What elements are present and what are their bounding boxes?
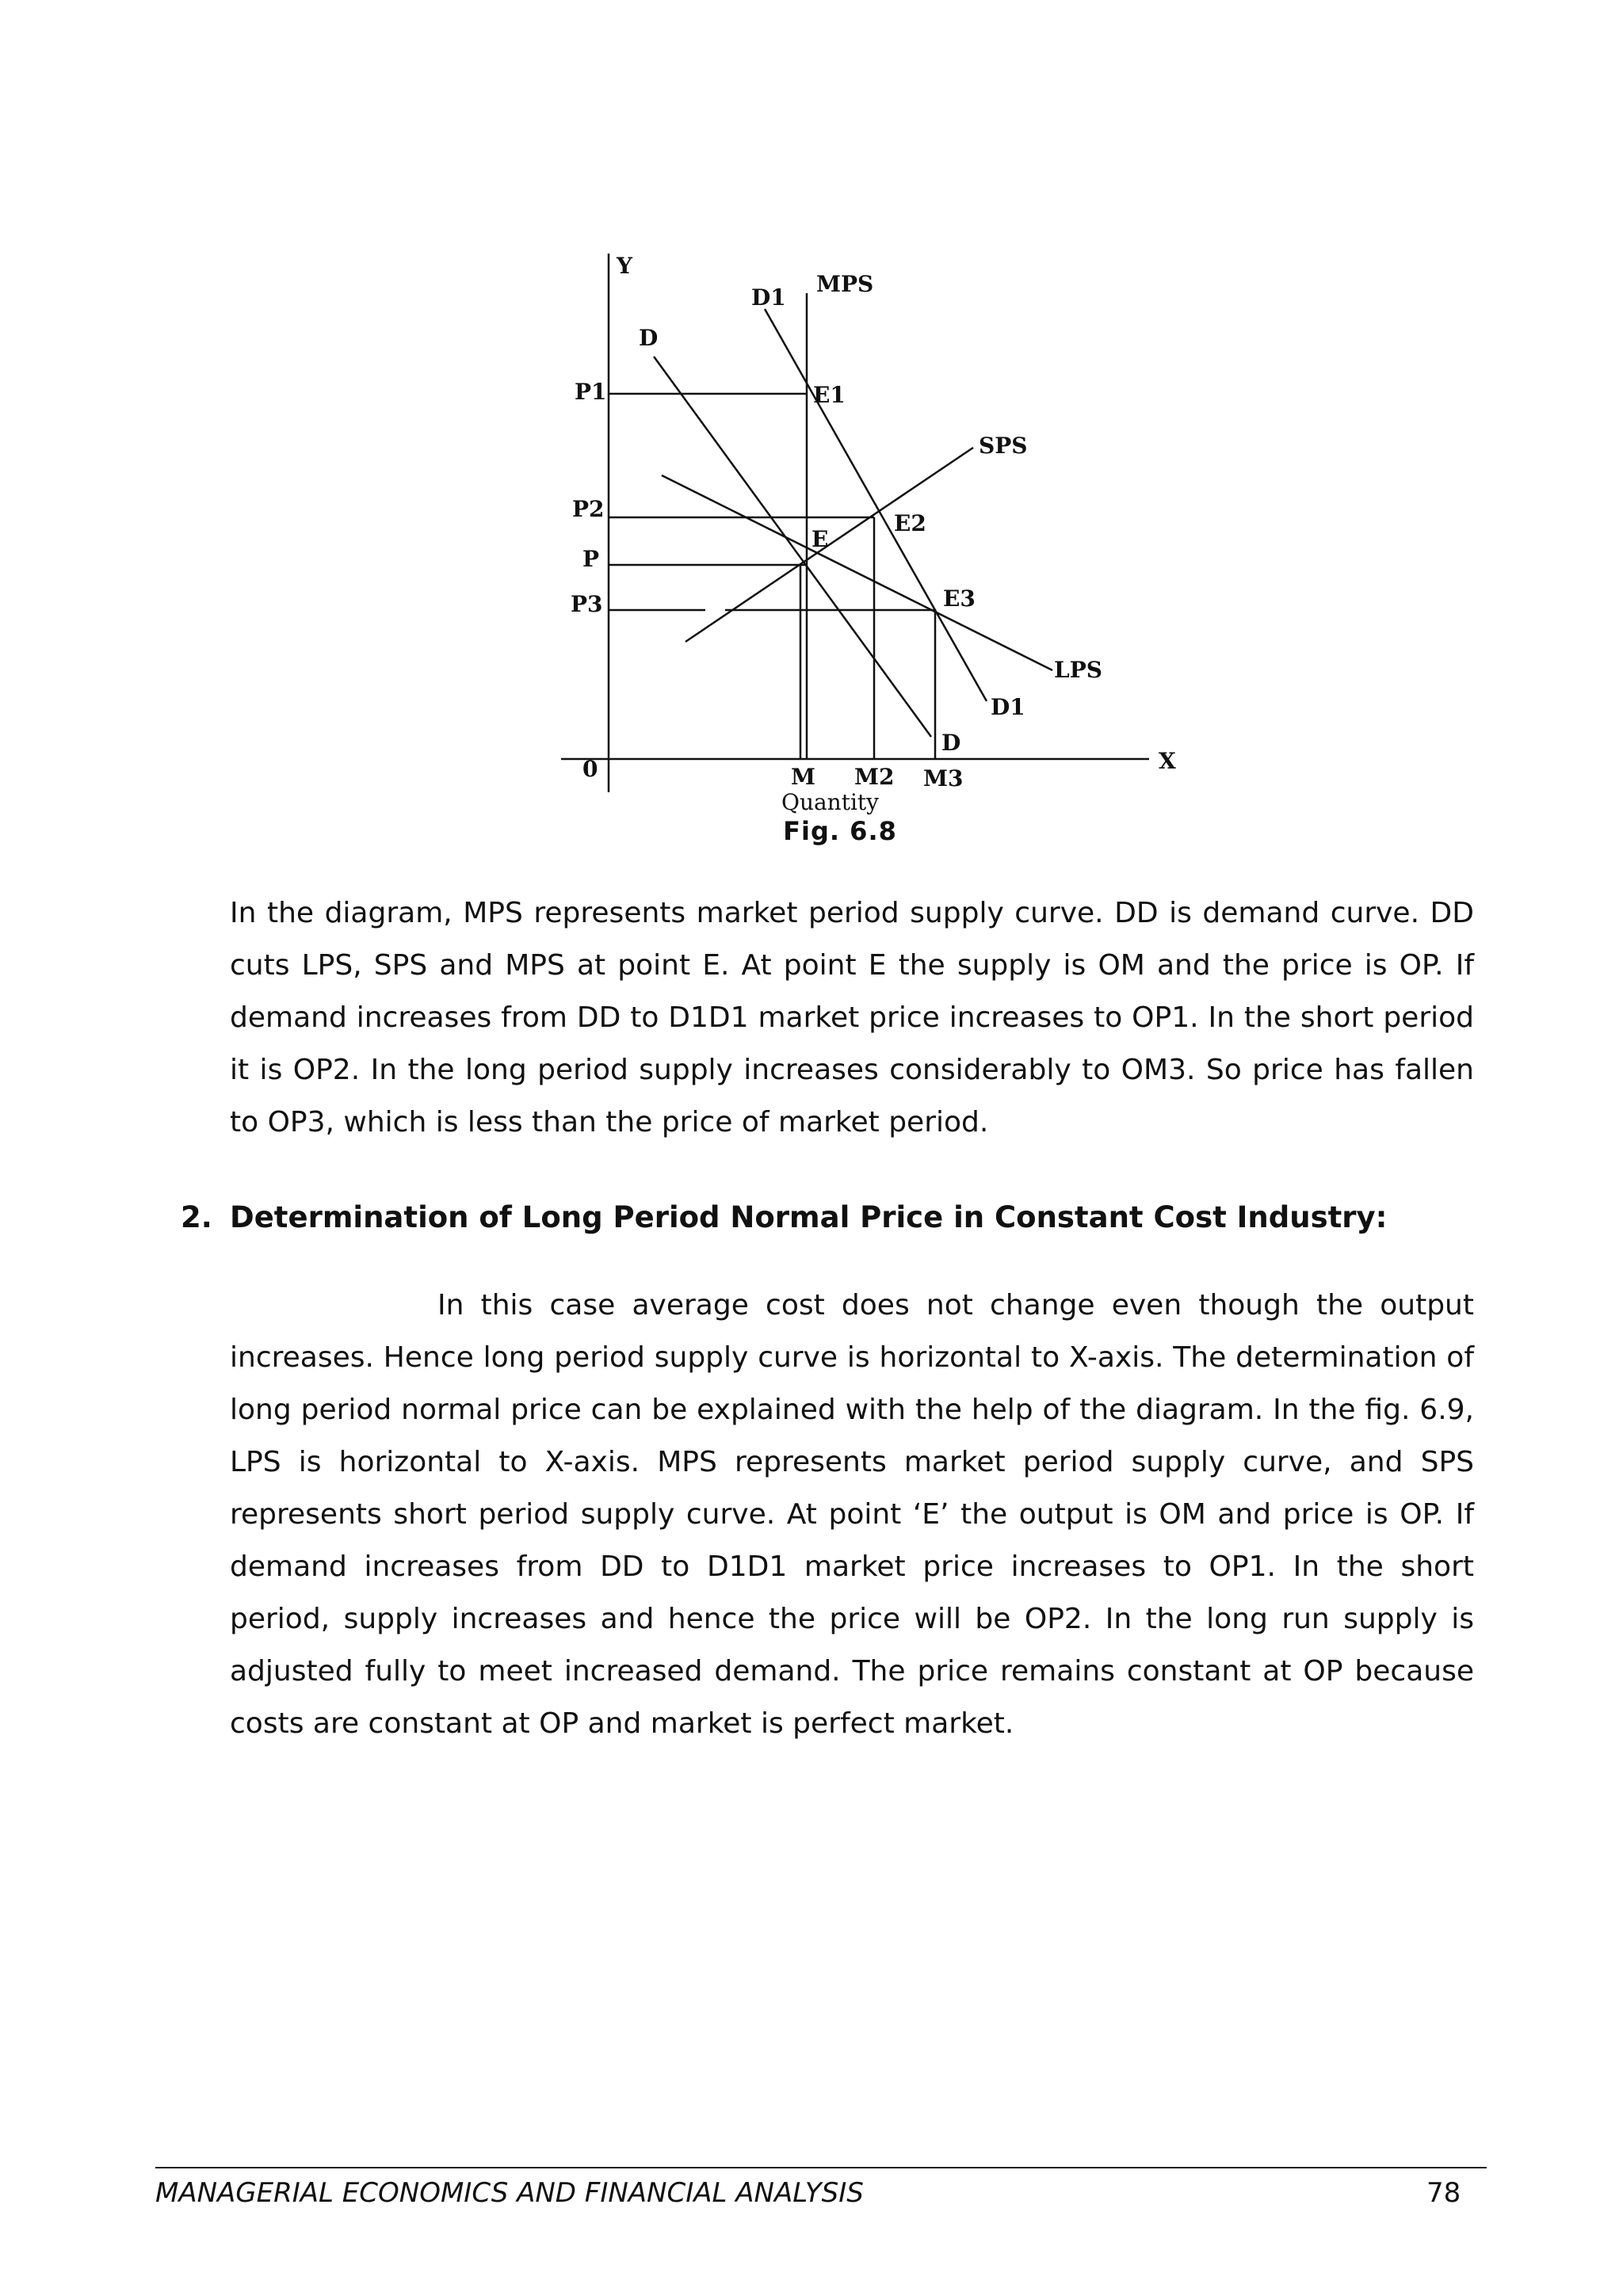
x-axis-title: Quantity <box>781 789 879 815</box>
label-e: E <box>812 526 829 552</box>
label-lps: LPS <box>1054 657 1102 683</box>
section-heading <box>181 1200 1387 1234</box>
label-e1: E1 <box>813 382 846 408</box>
y-axis-label: Y <box>617 253 632 279</box>
demand-curve-dd <box>654 357 931 737</box>
sps-curve <box>685 448 973 642</box>
label-e2: E2 <box>894 510 926 536</box>
paragraph-diagram-explanation: In the diagram, MPS represents market period supply curve. DD is demand curve. DD cuts LPS, SPS and MPS at point E. At point E the supply is OM and the price is OP. If demand increases from DD to D1D1 market price increases to OP1. In the short period it is OP2. In the long period supply increases considerably to OM3. So price has fallen to OP3, which is less than the price of market period. <box>230 897 1474 1138</box>
label-mps: MPS <box>816 271 874 297</box>
paragraph-constant-cost <box>230 1280 1474 1750</box>
label-d1-bottom: D1 <box>991 694 1025 720</box>
origin-label: 0 <box>582 756 598 782</box>
paragraph-constant-cost-text: In this case average cost does not change even though the output increases. Hence long period supply curve is horizontal to X-axis. The determination of long period normal price can be explained with the help of the diagram. In the fig. 6.9, LPS is horizontal to X-axis. MPS represents market period supply curve, and SPS represents short period supply curve. At point ‘E’ the output is OM and price is OP. If demand increases from DD to D1D1 market price increases to OP1. In the short period, supply increases and hence the price will be OP2. In the long run supply is adjusted fully to meet increased demand. The price remains constant at OP because costs are constant at OP and market is perfect market. <box>230 1289 1474 1740</box>
label-d1-top: D1 <box>751 284 786 311</box>
label-d-bottom: D <box>941 730 961 756</box>
label-m2: M2 <box>854 764 895 790</box>
label-d-top: D <box>639 325 659 351</box>
label-m: M <box>791 764 815 790</box>
label-p2: P2 <box>572 496 605 522</box>
x-axis-label: X <box>1159 748 1176 774</box>
label-p1: P1 <box>575 379 607 405</box>
figure-caption: Fig. 6.8 <box>783 816 897 846</box>
section-number: 2. <box>181 1200 212 1234</box>
section-title: Determination of Long Period Normal Price in Constant Cost Industry: <box>230 1200 1388 1234</box>
demand-curve-d1d1 <box>765 309 987 701</box>
label-m3: M3 <box>923 765 964 791</box>
page-number: 78 <box>1426 2177 1461 2209</box>
figure-6-8 <box>515 230 1228 864</box>
supply-demand-diagram <box>515 230 1228 815</box>
lps-curve <box>662 475 1052 670</box>
label-e3: E3 <box>943 585 976 612</box>
label-p: P <box>582 546 600 572</box>
footer-title: MANAGERIAL ECONOMICS AND FINANCIAL ANALYSIS <box>155 2177 864 2209</box>
footer-rule <box>155 2167 1487 2168</box>
label-sps: SPS <box>979 433 1028 459</box>
label-p3: P3 <box>571 591 603 617</box>
